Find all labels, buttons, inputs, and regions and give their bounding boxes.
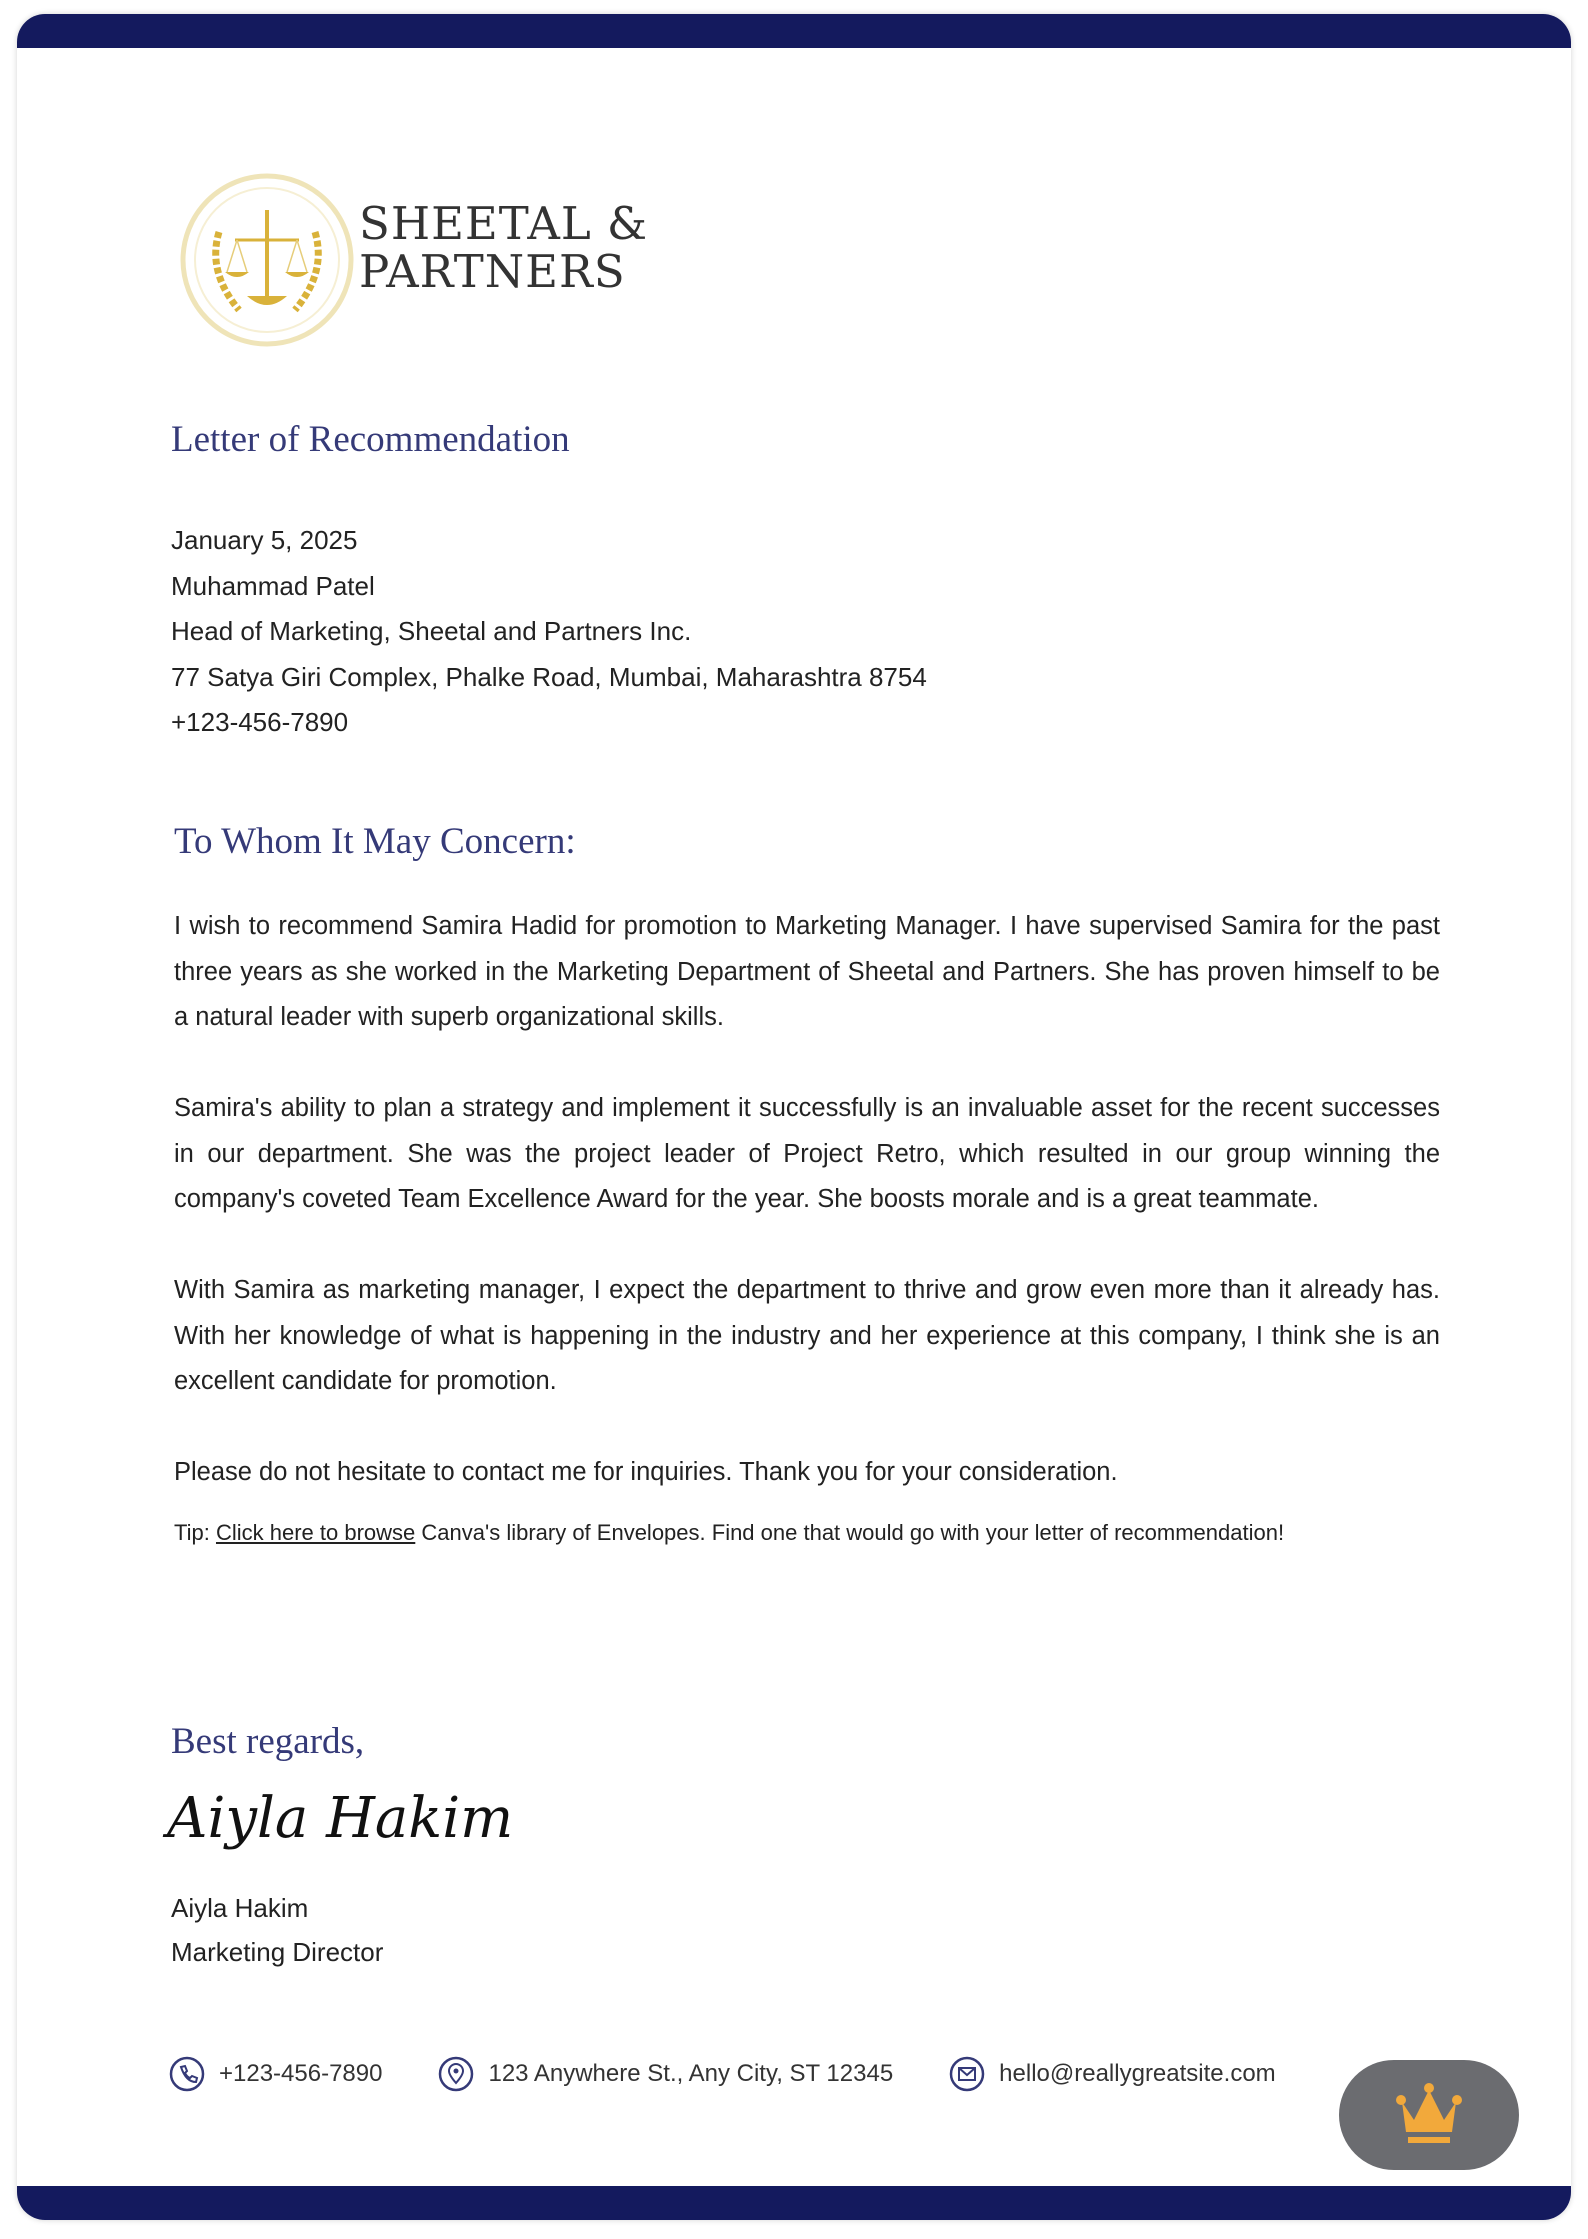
contact-footer [169,2056,1332,2092]
footer-email-text: hello@reallygreatsite.com [999,2060,1276,2087]
phone-icon [169,2056,205,2092]
bottom-bar [17,2186,1571,2220]
brand-name [359,197,649,298]
signature: Aiyla Hakim [167,1786,514,1851]
paragraph: With Samira as marketing manager, I expect the department to thrive and grow even more than it already has. With her knowledge of what is happening in the industry and her experience at this company, I think she is an excellent candidate for promotion. [174,1276,1440,1395]
footer-phone-text: +123-456-7890 [219,2060,383,2087]
email-icon [949,2056,985,2092]
footer-phone [169,2056,382,2092]
brand-line-1: SHEETAL & [359,197,649,250]
letter-page [17,14,1571,2220]
sender-position: Head of Marketing, Sheetal and Partners Inc. [171,616,692,646]
location-pin-icon [438,2056,474,2092]
signer-title: Marketing Director [171,1937,384,1967]
premium-crown-button[interactable] [1339,2060,1519,2170]
closing: Best regards, [171,1721,365,1762]
paragraph: I wish to recommend Samira Hadid for promotion to Marketing Manager. I have supervised Samira for the past three years as she worked in the Marketing Department of Sheetal and Partners. She has proven himself to be a natural leader with superb organizational skills. [174,912,1440,1031]
signer-block [171,1886,383,1974]
letter-title: Letter of Recommendation [171,419,570,460]
tip-prefix: Tip: [174,1519,216,1545]
footer-address-text: 123 Anywhere St., Any City, ST 12345 [488,2060,894,2087]
sender-name: Muhammad Patel [171,570,375,601]
footer-address [438,2056,893,2092]
scales-of-justice-logo-icon [179,172,355,348]
greeting: To Whom It May Concern: [174,821,576,862]
sender-phone: +123-456-7890 [171,707,349,737]
crown-icon [1394,2082,1464,2148]
footer-email [949,2056,1275,2092]
tip-text [174,1510,1440,1556]
letter-date: January 5, 2025 [171,525,358,555]
tip-suffix: Canva's library of Envelopes. Find one that would go with your letter of recommendation! [415,1519,1285,1545]
sender-block [171,518,927,746]
paragraph: Samira's ability to plan a strategy and implement it successfully is an invaluable asset for the recent successes in our department. She was the project leader of Project Retro, which resulted in our group winning the company's coveted Team Excellence Award for the year. She boosts morale and is a great teammate. [174,1094,1440,1213]
sender-address: 77 Satya Giri Complex, Phalke Road, Mumbai, Maharashtra 8754 [171,661,927,692]
signer-name: Aiyla Hakim [171,1893,309,1923]
brand-line-2: PARTNERS [359,245,626,298]
paragraph: Please do not hesitate to contact me for inquiries. Thank you for your consideration. [174,1458,1118,1486]
top-bar [17,14,1571,48]
browse-envelopes-link[interactable]: Click here to browse [215,1519,416,1545]
letter-body [174,904,1440,1556]
